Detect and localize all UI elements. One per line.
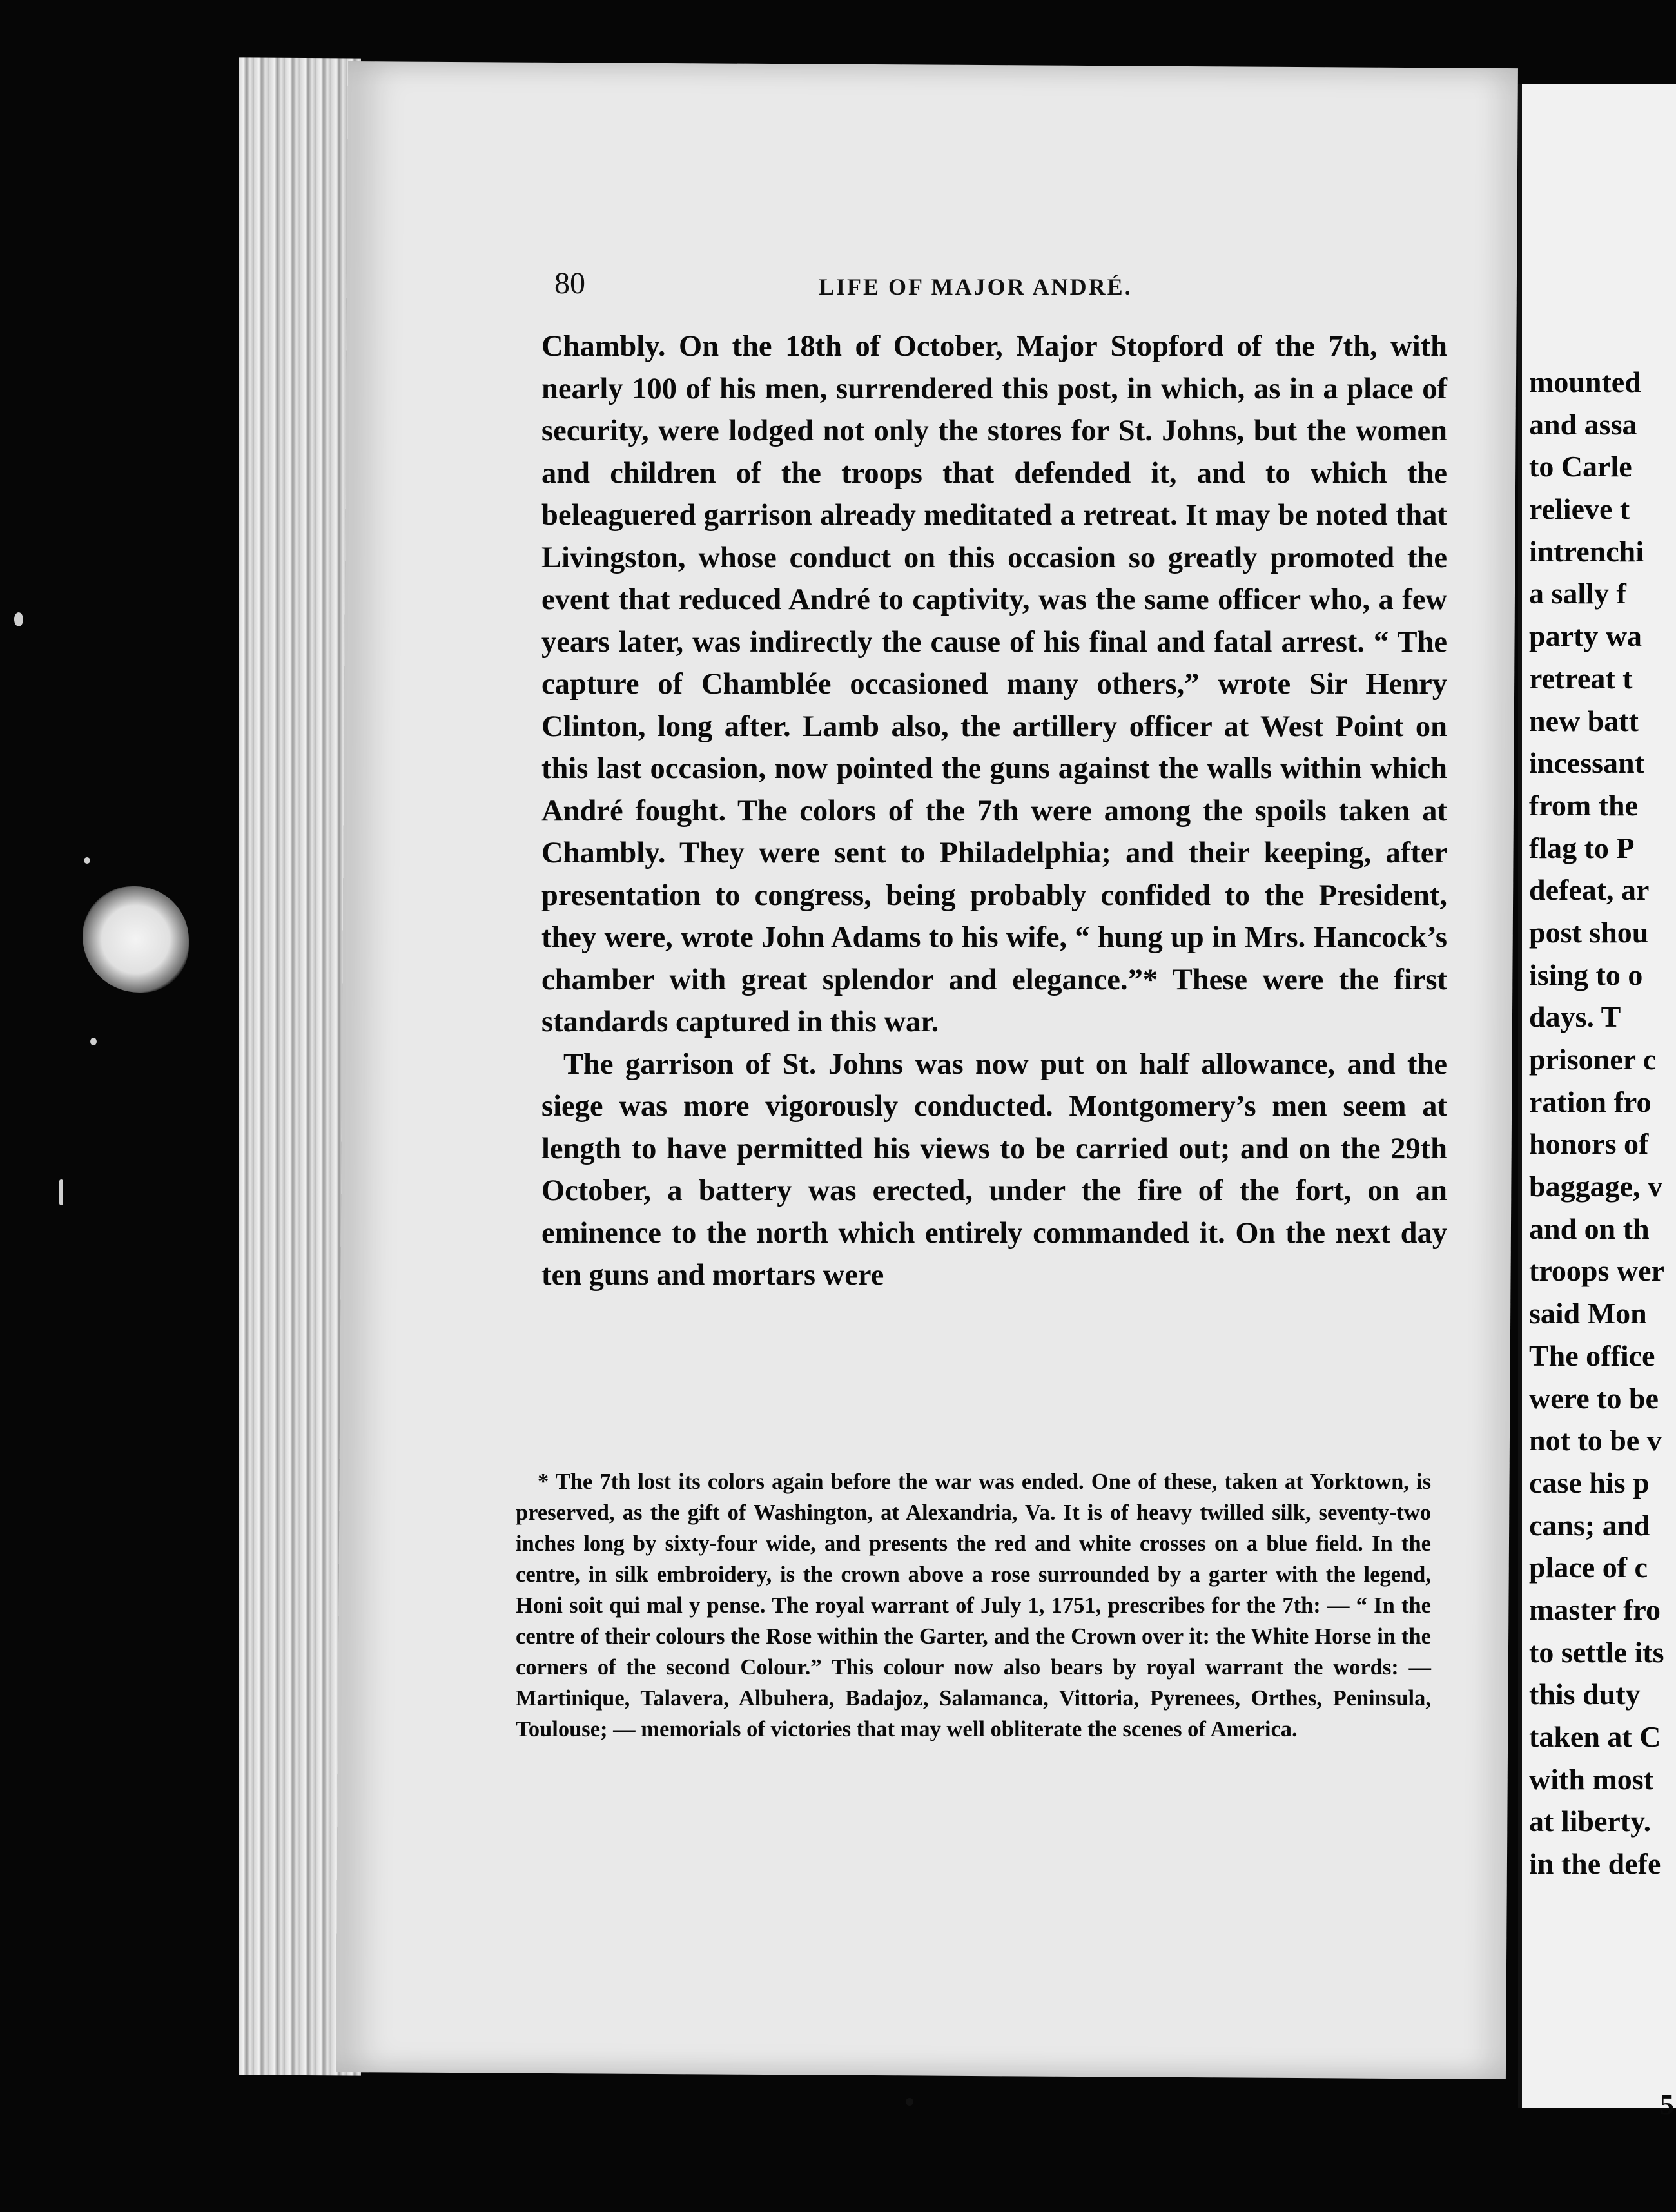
page-title: LIFE OF MAJOR ANDRÉ. [819,274,1133,300]
facing-page-line: this duty [1529,1678,1641,1711]
facing-page-line: prisoner c [1529,1043,1657,1076]
facing-page-line: a sally f [1529,577,1626,610]
facing-page-line: master fro [1529,1593,1661,1626]
facing-page-line: to settle its [1529,1635,1664,1669]
facing-page-line: and assa [1529,407,1637,441]
speck [59,1179,63,1205]
facing-page-line: defeat, ar [1529,873,1650,907]
facing-page-line: cans; and [1529,1508,1650,1542]
facing-page-line: baggage, v [1529,1170,1662,1203]
speck [14,612,23,626]
facing-page-line: in the defe [1529,1847,1661,1881]
facing-page-line: intrenchi [1529,534,1644,568]
facing-page-line: ising to o [1529,958,1643,991]
facing-page-line: flag to P [1529,831,1635,864]
facing-page-line: at liberty. [1529,1805,1652,1838]
page-number: 80 [554,266,585,300]
facing-page-line: party wa [1529,619,1642,653]
paragraph: Chambly. On the 18th of October, Major Stopford of the 7th, with nearly 100 of his men, surrendered this post, in which, as in a place of security, were lodged not only the stores for St. Johns, but the women and children of the troops that defended it, and to which the beleaguered garrison already meditated a retreat. It may be noted that Livingston, whose conduct on this occasion so greatly promoted the event that reduced André to captivity, was the same officer who, a few years later, was indirectly the cause of his final and fatal arrest. “ The capture of Chamblée occasioned many others,” wrote Sir Henry Clinton, long after. Lamb also, the artillery officer at West Point on this last occasion, now pointed the guns against the walls within which André fought. The colors of the 7th were among the spoils taken at Chambly. They were sent to Philadelphia; and their keeping, after presentation to congress, being probably confided to the President, they were, wrote John Adams to his wife, “ hung up in Mrs. Hancock’s chamber with great splendor and elegance.”* These were the first standards captured in this war. [541,330,1447,1038]
facing-page-line: days. T [1529,1000,1621,1034]
facing-page-line: and on th [1529,1212,1650,1245]
facing-page-line: not to be v [1529,1424,1662,1457]
ink-dot [906,2098,913,2106]
facing-page-number: 5 [1660,2089,1674,2120]
facing-page-line: place of c [1529,1551,1648,1584]
footnote-text: * The 7th lost its colors again before the war was ended. One of these, taken at Yorktown, is preserved, as the gift of Washington, at Alexandria, Va. It is of heavy twilled silk, seventy-two inches long by sixty-four wide, and presents the red and white crosses on a blue field. In the centre, in silk embroidery, is the crown above a rose surrounded by a garter with the legend, Honi soit qui mal y pense. The royal warrant of July 1, 1751, prescribes for the 7th: — “ In the centre of their colours the Rose within the Garter, and the Crown over it: the White Horse in the corners of the second Colour.” This colour now also bears by royal warrant the words: — Martinique, Talavera, Albuhera, Badajoz, Salamanca, Vittoria, Pyrenees, Orthes, Peninsula, Toulouse; — memorials of victories that may well obliterate the scenes of America. [516,1470,1431,1741]
paper-stain [83,886,189,993]
paragraph: The garrison of St. Johns was now put on half allowance, and the siege was more vigorously conducted. Montgomery’s men seem at length to have permitted his views to be carried out; and on the 29th October, a battery was erected, under the fire of the fort, on an eminence to the north which entirely commanded it. On the next day ten guns and mortars were [541,1047,1447,1292]
speck [90,1038,97,1045]
facing-page-text [1529,361,1676,1885]
facing-page-line: new batt [1529,704,1639,737]
facing-page-line: honors of [1529,1127,1649,1161]
footnote [516,1466,1431,1745]
main-text [541,325,1447,1297]
facing-page-line: troops wer [1529,1254,1664,1288]
facing-page-line: incessant [1529,746,1644,780]
facing-page-line: ration fro [1529,1085,1652,1118]
speck [84,857,90,864]
facing-page-line: to Carle [1529,450,1632,483]
facing-page-line: from the [1529,788,1639,822]
facing-page-line: said Mon [1529,1297,1647,1330]
facing-page-line: were to be [1529,1381,1659,1415]
facing-page-line: case his p [1529,1466,1650,1499]
facing-page-line: taken at C [1529,1720,1661,1753]
facing-page-line: retreat t [1529,661,1633,695]
running-head [554,266,1444,304]
facing-page-line: with most [1529,1762,1653,1796]
facing-page-line: relieve t [1529,492,1630,526]
facing-page-line: The office [1529,1339,1655,1372]
facing-page-line: post shou [1529,915,1649,949]
facing-page-line: mounted [1529,365,1641,398]
